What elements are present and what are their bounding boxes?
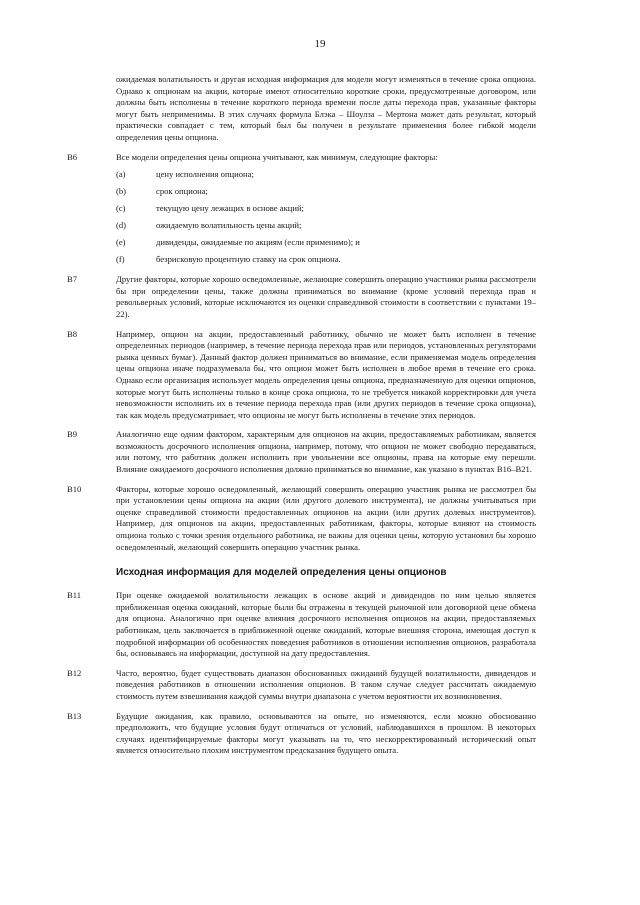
section-heading: Исходная информация для моделей определения цены опционов <box>116 567 447 579</box>
paragraph-text: Все модели определения цены опциона учитывают, как минимум, следующие факторы: <box>116 151 438 162</box>
paragraph-b6 <box>67 151 536 269</box>
factor-list <box>116 166 536 268</box>
paragraph-text: Другие факторы, которые хорошо осведомленные, желающие совершить операцию участники рынка рассмотрели бы при определении цены, также должны приниматься во внимание (кроме условий перехода прав и револьверных условий, которые исключаются из оценки справедливой стоимости в соответствии с пунктами 19–22). <box>116 274 536 319</box>
list-item-letter: (a) <box>116 169 126 180</box>
list-item <box>116 183 536 200</box>
list-item-text: цену исполнения опциона; <box>156 169 254 180</box>
page-number: 19 <box>314 38 326 50</box>
list-item-text: безрисковую процентную ставку на срок опциона. <box>156 254 341 265</box>
paragraph-text: Будущие ожидания, как правило, основываются на опыте, но изменяются, если можно обоснованно предположить, что будущие условия будут отличаться от условий, наблюдавшихся в прошлом. В некоторых случаях идентифицируемые факторы могут указывать на то, что нескорректированный исторический опыт является относительно плохим инструментом предсказания будущего опыта. <box>116 710 536 756</box>
paragraph-b11 <box>67 590 536 660</box>
paragraph-label: B7 <box>67 274 78 285</box>
list-item-letter: (d) <box>116 220 127 231</box>
paragraph-b10 <box>67 483 536 554</box>
paragraph-label: B11 <box>67 590 82 601</box>
paragraph-label: B13 <box>67 710 82 721</box>
list-item-text: текущую цену лежащих в основе акций; <box>156 203 304 214</box>
list-item-letter: (f) <box>116 254 125 265</box>
list-item-text: дивиденды, ожидаемые по акциям (если применимо); и <box>156 237 360 248</box>
paragraph-b9 <box>67 429 536 475</box>
paragraph-label: B12 <box>67 667 82 678</box>
paragraph-b7 <box>67 274 536 320</box>
list-item-letter: (e) <box>116 237 126 248</box>
paragraph-text: Например, опцион на акции, предоставленный работнику, обычно не может быть исполнен в течение определенных периодов (например, в течение периода перехода прав или периодов, установленных регуляторами рынка ценных бумаг). Данный фактор должен приниматься во внимание, если применяемая модель определения цены опциона иначе подразумевала бы, что опцион может быть исполнен в любое время в течение его срока. Однако если организация использует модель определения цены опциона, предназначенную для оценки опционов, которые могут быть исполнены только в конце срока опциона, то не требуется никакой корректировки для учета невозможности исполнить их в течение периода перехода прав (или других периодов в течение срока опциона), так как модель предусматривает, что опционы не могут быть исполнены в течение этих периодов. <box>116 328 536 420</box>
paragraph-text: Часто, вероятно, будет существовать диапазон обоснованных ожиданий будущей волатильности, дивидендов и поведения работников в отношении исполнения опционов. В таком случае следует рассчитать ожидаемую стоимость путем взвешивания каждой суммы внутри диапазона с учетом вероятности их возникновения. <box>116 667 536 701</box>
list-item <box>116 251 536 268</box>
intro-paragraph: ожидаемая волатильность и другая исходная информация для модели могут изменяться в течение срока опциона. Однако к опционам на акции, которые имеют относительно короткие сроки, предусмотренные договором, или должны быть исполнены в течение короткого периода времени после даты перехода прав, указанные факторы могут быть неприменимы. В этих случаях формула Блэка – Шоулза – Мертона может дать результат, который практически совпадает с тем, который был бы получен в результате применения более гибкой модели определения цены опциона. <box>116 74 536 142</box>
paragraph-label: B9 <box>67 429 78 440</box>
paragraph-b8 <box>67 328 536 422</box>
paragraph-label: B10 <box>67 483 82 494</box>
list-item-letter: (b) <box>116 186 127 197</box>
list-item-text: ожидаемую волатильность цены акций; <box>156 220 302 231</box>
paragraph-label: B6 <box>67 151 78 162</box>
paragraph-text: При оценке ожидаемой волатильности лежащих в основе акций и дивидендов по ним целью является приближенная оценка ожиданий, которые были бы отражены в текущей рыночной или договорной цене обмена для опциона. Аналогично при оценке влияния досрочного исполнения опционов на акции, предоставляемых работникам, цель заключается в приближенной оценке ожиданий, которые внешняя сторона, имеющая доступ к подробной информации об особенностях поведения работников в отношении исполнения опционов, разработала бы, основываясь на информации, доступной на дату предоставления. <box>116 590 536 659</box>
list-item <box>116 166 536 183</box>
list-item-letter: (c) <box>116 203 126 214</box>
paragraph-b12 <box>67 667 536 703</box>
list-item-text: срок опциона; <box>156 186 208 197</box>
list-item <box>116 234 536 251</box>
list-item <box>116 217 536 234</box>
page-content <box>67 74 536 757</box>
paragraph-b13 <box>67 710 536 757</box>
list-item <box>116 200 536 217</box>
paragraph-text: Факторы, которые хорошо осведомленный, желающий совершить операцию участник рынка не рассмотрел бы при установлении цены опциона на акции (или другого долевого инструмента), не должны учитываться при оценке справедливой стоимости предоставленных опционов на акции (или других долевых инструментов). Например, для опционов на акции, предоставленных работникам, факторы, которые влияют на стоимость опциона только с точки зрения отдельного работника, не важны для оценки цены, которую установил бы хорошо осведомленный, желающий совершить операцию участник рынка. <box>116 483 536 552</box>
paragraph-label: B8 <box>67 328 78 339</box>
paragraph-text: Аналогично еще одним фактором, характерным для опционов на акции, предоставляемых работникам, является возможность досрочного исполнения опциона, например, потому, что опцион не может свободно передаваться, или потому, что работник должен исполнить при увольнении все опционы, права на которые ему перешли. Влияние ожидаемого досрочного исполнения должно приниматься во внимание, как указано в пунктах B16–B21. <box>116 429 536 475</box>
